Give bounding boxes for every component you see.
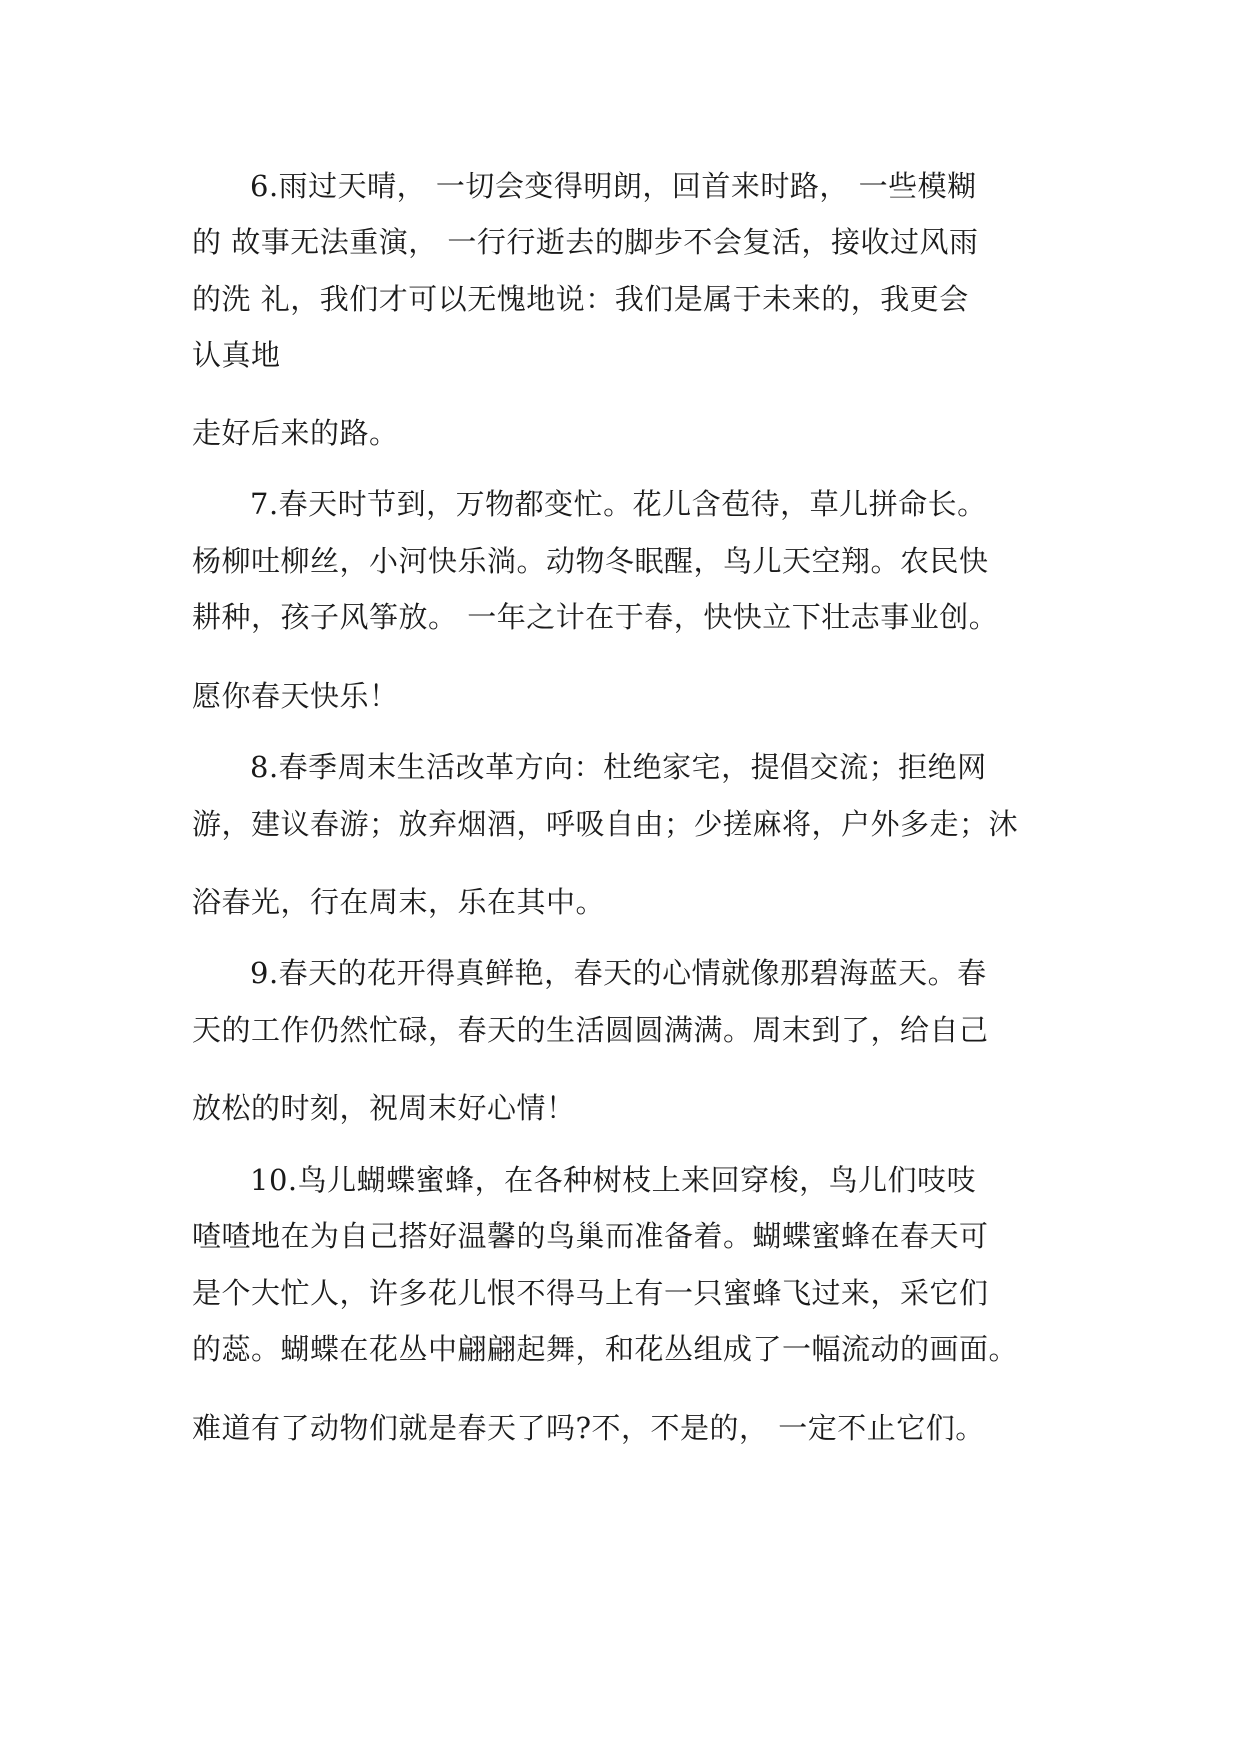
paragraph-6-line-1: 6.雨过天晴， 一切会变得明朗，回首来时路， 一些模糊: [250, 169, 977, 203]
paragraph-10-line-5: 难道有了动物们就是春天了吗?不，不是的， 一定不止它们。: [192, 1411, 985, 1445]
paragraph-10-line-2: 喳喳地在为自己搭好温馨的鸟巢而准备着。蝴蝶蜜蜂在春天可: [192, 1219, 989, 1253]
paragraph-6-line-3: 的洗 礼，我们才可以无愧地说：我们是属于未来的，我更会: [192, 282, 969, 316]
paragraph-7-line-3: 耕种，孩子风筝放。 一年之计在于春，快快立下壮志事业创。: [192, 600, 999, 634]
paragraph-10-line-1: 10.鸟儿蝴蝶蜜蜂，在各种树枝上来回穿梭，鸟儿们吱吱: [250, 1163, 977, 1197]
paragraph-10-line-3: 是个大忙人，许多花儿恨不得马上有一只蜜蜂飞过来，采它们: [192, 1276, 989, 1310]
paragraph-6-line-5: 走好后来的路。: [192, 416, 399, 450]
paragraph-8-line-2: 游，建议春游；放弃烟酒，呼吸自由；少搓麻将，户外多走；沐: [192, 807, 1019, 841]
paragraph-7-line-1: 7.春天时节到，万物都变忙。花儿含苞待，草儿拼命长。: [250, 487, 987, 521]
paragraph-8-line-1: 8.春季周末生活改革方向：杜绝家宅，提倡交流；拒绝网: [250, 750, 987, 784]
paragraph-8-line-3: 浴春光，行在周末，乐在其中。: [192, 885, 606, 919]
paragraph-6-line-2: 的 故事无法重演， 一行行逝去的脚步不会复活，接收过风雨: [192, 225, 979, 259]
paragraph-7-line-2: 杨柳吐柳丝，小河快乐淌。动物冬眠醒，鸟儿天空翔。农民快: [192, 544, 989, 578]
paragraph-9-line-1: 9.春天的花开得真鲜艳，春天的心情就像那碧海蓝天。春: [250, 956, 987, 990]
paragraph-10-line-4: 的蕊。蝴蝶在花丛中翩翩起舞，和花丛组成了一幅流动的画面。: [192, 1332, 1019, 1366]
paragraph-9-line-2: 天的工作仍然忙碌，春天的生活圆圆满满。周末到了，给自己: [192, 1013, 989, 1047]
paragraph-9-line-3: 放松的时刻，祝周末好心情！: [192, 1091, 576, 1125]
paragraph-7-line-4: 愿你春天快乐！: [192, 679, 399, 713]
paragraph-6-line-4: 认真地: [192, 338, 281, 372]
